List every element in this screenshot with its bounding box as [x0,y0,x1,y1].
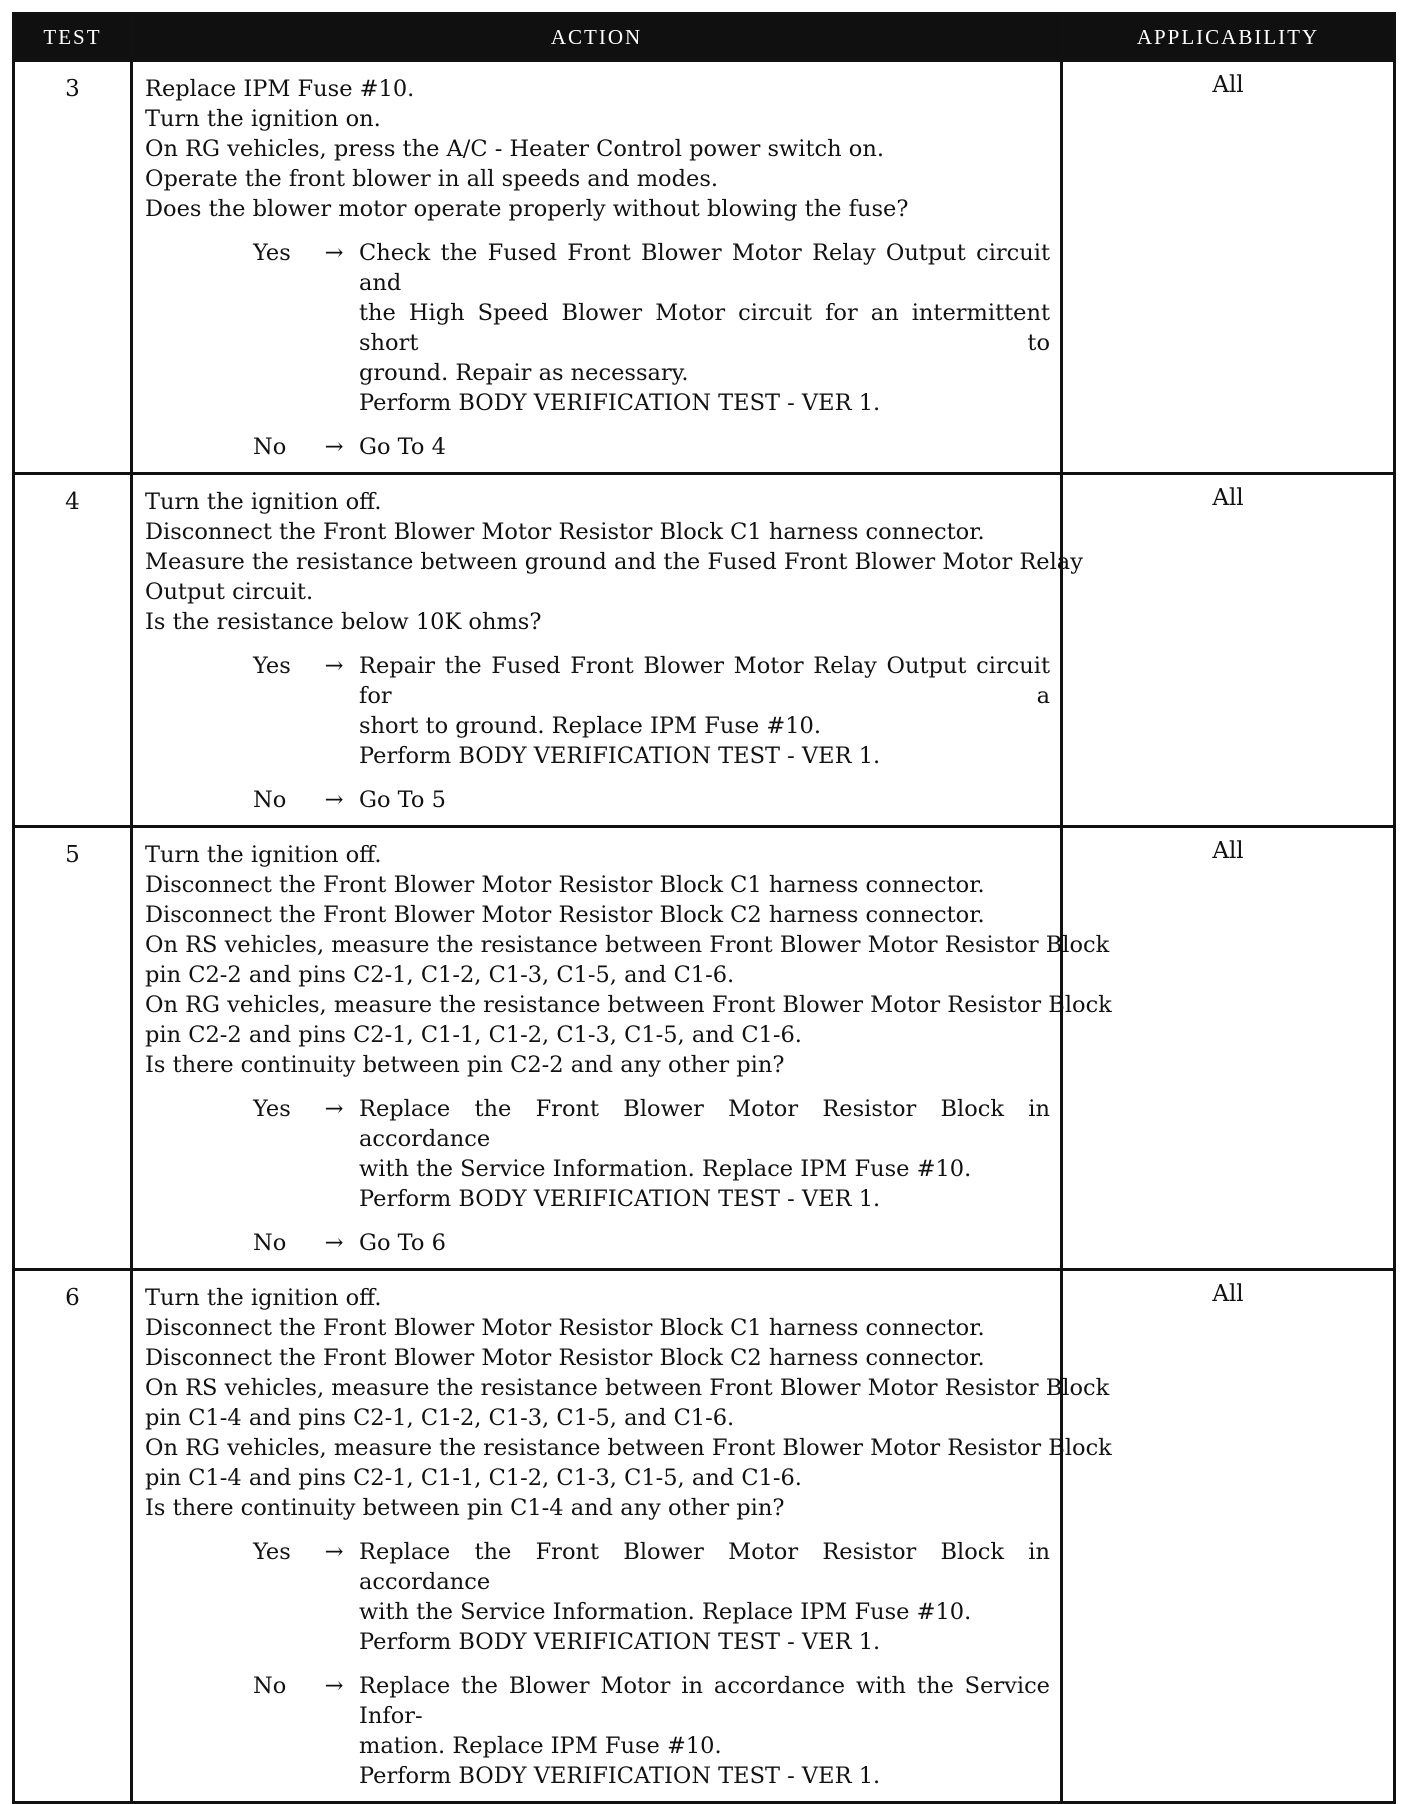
outcome-line: Perform BODY VERIFICATION TEST - VER 1. [359,1763,881,1789]
outcome-no [253,432,1050,462]
action-cell [132,827,1112,1270]
outcome-line: Replace the Blower Motor in accordance with the Service Infor- [359,1673,1050,1729]
action-line: pin C2-2 and pins C2-1, C1-2, C1-3, C1-5, and C1-6. [145,962,735,988]
outcome-yes [253,651,1050,771]
outcome-result [359,238,1050,418]
outcome-line: Perform BODY VERIFICATION TEST - VER 1. [359,1186,881,1212]
outcome-result [359,1671,1050,1791]
action-cell [132,1270,1112,1803]
action-line: pin C1-4 and pins C2-1, C1-1, C1-2, C1-3, C1-5, and C1-6. [145,1465,802,1491]
outcome-result [359,785,1050,815]
outcome-line: mation. Replace IPM Fuse #10. [359,1733,722,1759]
right-arrow-icon: → [324,240,344,266]
right-arrow-icon: → [324,1096,344,1122]
outcome-line: Perform BODY VERIFICATION TEST - VER 1. [359,390,881,416]
outcome-line: Perform BODY VERIFICATION TEST - VER 1. [359,1629,881,1655]
action-line: Is there continuity between pin C2-2 and any other pin? [145,1052,785,1078]
action-line: Turn the ignition off. [145,842,382,868]
action-line: Replace IPM Fuse #10. [145,76,415,102]
outcome-result [359,1537,1050,1657]
action-line: Turn the ignition off. [145,489,382,515]
outcome-line: Go To 6 [359,1230,446,1256]
outcome-line: Go To 5 [359,787,446,813]
outcome-result [359,651,1050,771]
action-line: Disconnect the Front Blower Motor Resistor Block C2 harness connector. [145,1345,985,1371]
outcome-answer: No [253,787,287,813]
action-line: Disconnect the Front Blower Motor Resistor Block C1 harness connector. [145,872,985,898]
action-cell [132,61,1062,474]
test-row [14,61,1395,474]
right-arrow-icon: → [324,434,344,460]
test-number: 6 [14,1270,132,1803]
action-line: Turn the ignition on. [145,106,381,132]
outcome-result [359,1094,1050,1214]
test-row [14,1270,1395,1803]
action-line: Is the resistance below 10K ohms? [145,609,542,635]
outcome-no [253,1228,1050,1258]
outcome-yes [253,238,1050,418]
action-line: Disconnect the Front Blower Motor Resistor Block C1 harness connector. [145,1315,985,1341]
action-line: On RG vehicles, measure the resistance between Front Blower Motor Resistor Block [145,992,1112,1018]
action-line: On RS vehicles, measure the resistance between Front Blower Motor Resistor Block [145,932,1110,958]
table-header-row [14,14,1395,61]
action-line: Measure the resistance between ground and the Fused Front Blower Motor Relay [145,549,1083,575]
outcome-no [253,785,1050,815]
outcome-line: Repair the Fused Front Blower Motor Relay Output circuit for a [359,653,1050,709]
action-line: pin C1-4 and pins C2-1, C1-2, C1-3, C1-5, and C1-6. [145,1405,735,1431]
right-arrow-icon: → [324,787,344,813]
action-line: On RG vehicles, measure the resistance between Front Blower Motor Resistor Block [145,1435,1112,1461]
outcome-line: Replace the Front Blower Motor Resistor Block in accordance [359,1539,1050,1595]
action-line: Does the blower motor operate properly without blowing the fuse? [145,196,909,222]
outcome-yes [253,1094,1050,1214]
action-line: Operate the front blower in all speeds and modes. [145,166,719,192]
applicability-cell: All [1062,474,1395,827]
applicability-cell: All [1062,1270,1395,1803]
outcome-line: with the Service Information. Replace IPM Fuse #10. [359,1599,972,1625]
outcome-line: the High Speed Blower Motor circuit for an intermittent short to [359,300,1050,356]
outcome-line: with the Service Information. Replace IPM Fuse #10. [359,1156,972,1182]
diagnostic-table-page [12,12,1393,1789]
outcome-line: short to ground. Replace IPM Fuse #10. [359,713,821,739]
header-test: TEST [14,14,132,61]
action-line: Disconnect the Front Blower Motor Resistor Block C2 harness connector. [145,902,985,928]
header-applicability: APPLICABILITY [1062,14,1395,61]
outcome-no [253,1671,1050,1791]
outcome-yes [253,1537,1050,1657]
outcome-result [359,432,1050,462]
outcome-answer: No [253,1230,287,1256]
outcome-line: Go To 4 [359,434,446,460]
outcome-line: Perform BODY VERIFICATION TEST - VER 1. [359,743,881,769]
right-arrow-icon: → [324,653,344,679]
outcome-answer: Yes [253,1096,291,1122]
action-line: On RG vehicles, press the A/C - Heater Control power switch on. [145,136,884,162]
test-row [14,827,1395,1270]
action-line: Disconnect the Front Blower Motor Resistor Block C1 harness connector. [145,519,985,545]
outcome-result [359,1228,1050,1258]
action-line: Output circuit. [145,579,314,605]
applicability-cell: All [1062,827,1395,1270]
test-number: 3 [14,61,132,474]
outcome-answer: Yes [253,240,291,266]
outcome-line: Check the Fused Front Blower Motor Relay Output circuit and [359,240,1050,296]
outcome-answer: Yes [253,653,291,679]
action-line: pin C2-2 and pins C2-1, C1-1, C1-2, C1-3, C1-5, and C1-6. [145,1022,802,1048]
action-line: On RS vehicles, measure the resistance between Front Blower Motor Resistor Block [145,1375,1110,1401]
action-line: Turn the ignition off. [145,1285,382,1311]
right-arrow-icon: → [324,1673,344,1699]
outcome-answer: No [253,434,287,460]
outcome-answer: No [253,1673,287,1699]
applicability-cell: All [1062,61,1395,474]
test-number: 5 [14,827,132,1270]
right-arrow-icon: → [324,1539,344,1565]
outcome-line: ground. Repair as necessary. [359,360,689,386]
outcome-line: Replace the Front Blower Motor Resistor Block in accordance [359,1096,1050,1152]
action-cell [132,474,1083,827]
diagnostic-test-table [12,12,1396,1804]
test-row [14,474,1395,827]
test-number: 4 [14,474,132,827]
action-line: Is there continuity between pin C1-4 and any other pin? [145,1495,785,1521]
right-arrow-icon: → [324,1230,344,1256]
header-action: ACTION [132,14,1062,61]
outcome-answer: Yes [253,1539,291,1565]
